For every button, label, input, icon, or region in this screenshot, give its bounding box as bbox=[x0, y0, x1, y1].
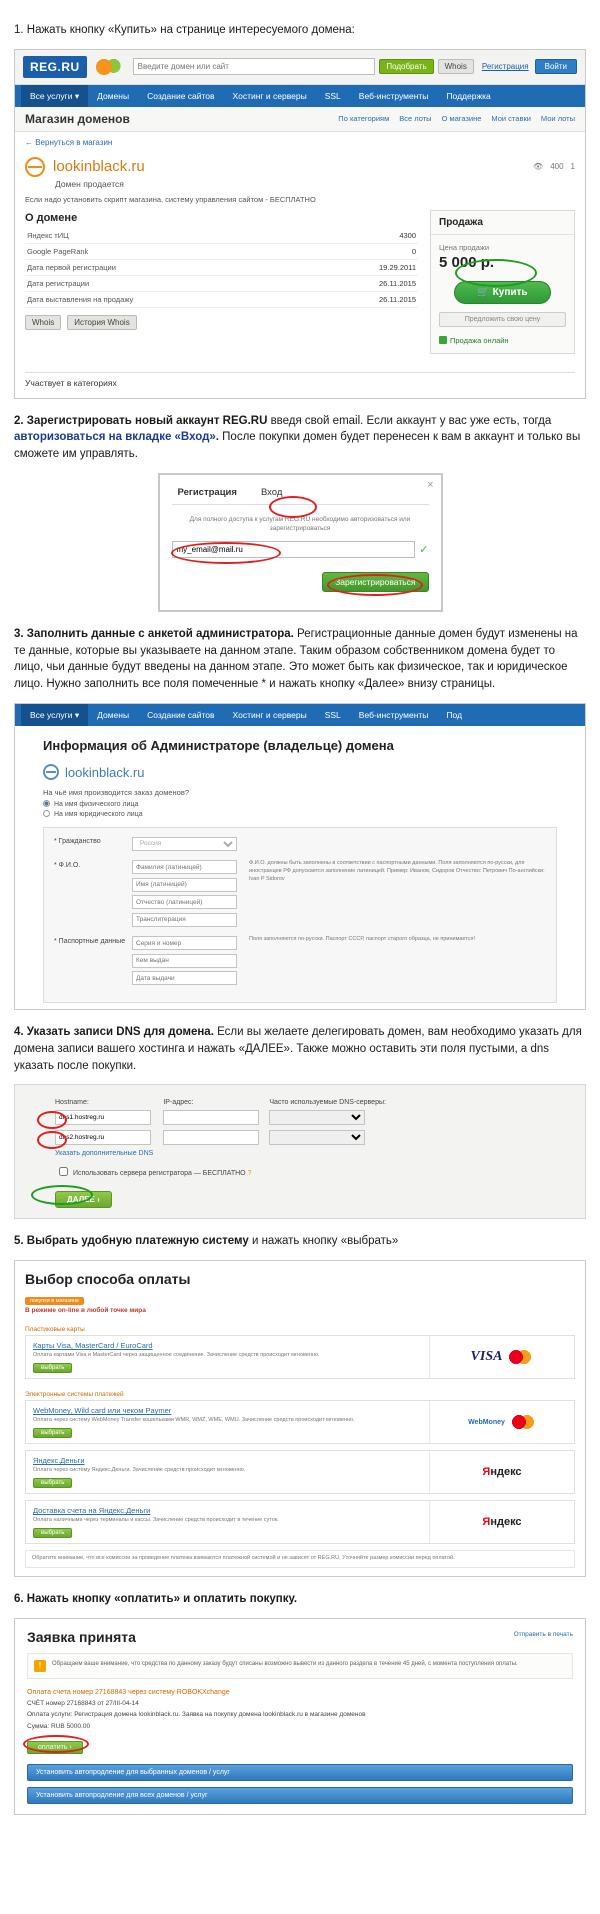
step-2-text bbox=[14, 413, 586, 463]
shop-link-about[interactable]: О магазине bbox=[441, 114, 482, 124]
firstname-field[interactable] bbox=[132, 878, 237, 892]
autopay-all-button[interactable]: Установить автопродление для всех доменов / услуг bbox=[27, 1787, 573, 1804]
close-icon[interactable]: × bbox=[427, 478, 434, 491]
payment-method-info bbox=[26, 1451, 429, 1493]
radio-icon bbox=[43, 800, 50, 807]
field-fio bbox=[54, 860, 546, 930]
payment-method-desc: Оплата наличными через терминалы и кассы. Зачисление средств происходит в течение суток. bbox=[33, 1517, 279, 1524]
nav-item-services[interactable]: Все услуги ▾ bbox=[21, 85, 88, 107]
field-label: * Гражданство bbox=[54, 838, 101, 846]
passport-issuer-field[interactable] bbox=[132, 954, 237, 968]
eye-icon: 👁 bbox=[533, 162, 544, 172]
radio-icon bbox=[43, 810, 50, 817]
ns1-ip-input[interactable] bbox=[163, 1110, 259, 1125]
payment-method-row bbox=[25, 1500, 575, 1544]
registrar-dns-label: Использовать сервера регистратора — БЕСПЛАТНО bbox=[72, 1170, 246, 1178]
domain-body bbox=[15, 210, 585, 364]
add-more-dns-link[interactable]: Указать дополнительные DNS bbox=[55, 1150, 154, 1158]
ns2-common-select[interactable] bbox=[269, 1130, 365, 1145]
order-warning-text: Обращаем ваше внимание, что средства по данному заказу будут списаны возможно вывести из данного раздела в течение 45 дней, с момента поступления оплаты. bbox=[52, 1660, 518, 1667]
modal-actions bbox=[172, 572, 429, 592]
ns2-host-input[interactable] bbox=[55, 1130, 151, 1145]
webmoney-icon: WebMoney bbox=[468, 1418, 505, 1426]
passport-number-field[interactable] bbox=[132, 936, 237, 950]
payment-badges bbox=[15, 1293, 585, 1320]
translit-field[interactable] bbox=[132, 913, 237, 927]
table-row bbox=[25, 275, 418, 291]
shop-link-my-bids[interactable]: Мои ставки bbox=[491, 114, 531, 124]
select-payment-button[interactable]: выбрать bbox=[33, 1478, 72, 1488]
select-payment-button[interactable]: выбрать bbox=[33, 1428, 72, 1438]
order-line: Сумма: RUB 5000.00 bbox=[27, 1723, 91, 1731]
payment-method-desc: Оплата картами Visa и MasterCard через защищенное соединение. Зачисление средств происходит мгновенно. bbox=[33, 1352, 320, 1359]
info-key: Дата первой регистрации bbox=[25, 259, 311, 275]
step-3-bold: 3. Заполнить данные с анкетой администратора. bbox=[14, 627, 294, 640]
modal-tabs bbox=[172, 485, 429, 505]
login-button[interactable]: Войти bbox=[535, 59, 577, 74]
payment-footer-note: Обратите внимание, что все комиссии за проведение платежа взимаются платежной системой и не зависят от REG.RU. Уточняйте размер комиссии перед оплатой. bbox=[25, 1550, 575, 1568]
payment-section-emoney: Электронные системы платежей bbox=[25, 1391, 124, 1399]
nav-item-webtools[interactable]: Веб-инструменты bbox=[358, 90, 429, 101]
field-passport bbox=[54, 936, 546, 989]
step-2-bold-c: авторизоваться на вкладке «Вход». bbox=[14, 431, 219, 444]
step-4-text bbox=[14, 1024, 586, 1074]
shop-link-categories[interactable]: По категориям bbox=[338, 114, 390, 124]
form-title: Информация об Администраторе (владельце) домена bbox=[43, 737, 394, 753]
field-control bbox=[132, 936, 237, 989]
globe-icon bbox=[25, 157, 45, 177]
info-value: 19.29.2011 bbox=[311, 259, 418, 275]
sale-panel bbox=[430, 210, 575, 354]
regru-header bbox=[15, 50, 585, 85]
admin-fieldset bbox=[43, 827, 557, 1003]
email-field[interactable] bbox=[172, 541, 416, 558]
categories-title: Участвует в категориях bbox=[25, 372, 575, 388]
ns2-ip-input[interactable] bbox=[163, 1130, 259, 1145]
payment-method-title[interactable]: Карты Visa, MasterCard / EuroCard bbox=[33, 1341, 153, 1351]
yandex-money-icon: Яндекс bbox=[482, 1516, 522, 1529]
shop-title: Магазин доменов bbox=[25, 111, 130, 126]
whois-buttons bbox=[25, 315, 418, 330]
table-row bbox=[25, 259, 418, 275]
step-4-bold: 4. Указать записи DNS для домена. bbox=[14, 1026, 214, 1039]
dns-common-column bbox=[269, 1099, 386, 1157]
sale-panel-body bbox=[431, 235, 574, 353]
dns-settings-screenshot bbox=[14, 1084, 586, 1219]
nav-item-hosting[interactable]: Хостинг и серверы bbox=[232, 709, 307, 720]
payment-method-logos bbox=[429, 1451, 574, 1493]
table-row bbox=[25, 228, 418, 244]
info-value: 26.11.2015 bbox=[311, 275, 418, 291]
form-question: На чьё имя производится заказ доменов? bbox=[43, 788, 189, 798]
price-value: 5 000 р. bbox=[439, 253, 495, 271]
domain-stats bbox=[533, 162, 575, 171]
views-count: 400 bbox=[550, 162, 564, 172]
dns-common-header: Часто используемые DNS-серверы: bbox=[269, 1099, 386, 1107]
globe-icon bbox=[43, 764, 59, 780]
check-icon: ✓ bbox=[419, 543, 429, 556]
online-badge: В режиме on-line в любой точке мира bbox=[25, 1307, 146, 1315]
info-key: Дата выставления на продажу bbox=[25, 291, 311, 307]
info-key: Яндекс тИЦ bbox=[25, 228, 311, 244]
field-label: * Ф.И.О. bbox=[54, 861, 81, 869]
tab-login[interactable]: Вход bbox=[260, 486, 283, 498]
step-5-plain: и нажать кнопку «выбрать» bbox=[248, 1235, 399, 1248]
sale-panel-title: Продажа bbox=[431, 211, 574, 235]
payment-title: Выбор способа оплаты bbox=[25, 1271, 191, 1288]
admin-form-screenshot bbox=[14, 703, 586, 1011]
table-row bbox=[25, 243, 418, 259]
step-6-bold: 6. Нажать кнопку «оплатить» и оплатить покупку. bbox=[14, 1592, 298, 1605]
registrar-dns-checkbox-row[interactable] bbox=[55, 1164, 569, 1179]
dns-ip-column bbox=[163, 1099, 259, 1157]
field-label: * Паспортные данные bbox=[54, 937, 126, 945]
next-button[interactable]: ДАЛЕЕ › bbox=[55, 1191, 112, 1208]
bids-count: 1 bbox=[570, 162, 575, 172]
dns-grid bbox=[55, 1099, 569, 1157]
shop-bar bbox=[15, 107, 585, 132]
step-4-plain: Если вы желаете делегировать домен, вам необходимо указать для домена записи вашего хостинга и нажать «ДАЛЕЕ». Также можно оставить эти поля пустыми, а dns указать после покупки. bbox=[14, 1026, 582, 1072]
field-control bbox=[132, 836, 237, 854]
payment-method-title[interactable]: WebMoney, Wild card или чеком Paymer bbox=[33, 1406, 172, 1416]
regru-logo: REG.RU bbox=[23, 56, 87, 78]
select-payment-button[interactable]: выбрать bbox=[33, 1528, 72, 1538]
search-submit-button[interactable]: Подобрать bbox=[379, 59, 433, 74]
registrar-dns-checkbox[interactable] bbox=[59, 1167, 68, 1176]
whois-button[interactable]: Whois bbox=[438, 59, 474, 74]
radio-person[interactable] bbox=[15, 799, 585, 809]
order-line: СЧЁТ номер 27168843 от 27/III-04-14 bbox=[27, 1699, 139, 1707]
payment-method-info bbox=[26, 1336, 429, 1378]
main-nav-2 bbox=[15, 704, 585, 726]
nav-item-hosting[interactable]: Хостинг и серверы bbox=[232, 90, 307, 101]
step-5-bold: 5. Выбрать удобную платежную систему bbox=[14, 1235, 249, 1248]
middlename-field[interactable] bbox=[132, 895, 237, 909]
domain-status: Домен продается bbox=[55, 178, 124, 189]
pay-button[interactable]: оплатить › bbox=[27, 1741, 83, 1754]
buy-button[interactable] bbox=[454, 281, 550, 304]
info-key: Google PageRank bbox=[25, 243, 311, 259]
buy-button-label: Купить bbox=[492, 286, 528, 298]
ns1-host-input[interactable] bbox=[55, 1110, 151, 1125]
about-title: О домене bbox=[25, 211, 78, 224]
table-row bbox=[25, 291, 418, 307]
radio-company-label: На имя юридического лица bbox=[54, 811, 143, 819]
citizenship-select[interactable] bbox=[132, 837, 237, 851]
info-key: Дата регистрации bbox=[25, 275, 311, 291]
register-submit-button[interactable]: Зарегистрироваться bbox=[322, 572, 428, 592]
domain-header bbox=[15, 153, 585, 177]
passport-date-field[interactable] bbox=[132, 971, 237, 985]
select-payment-button[interactable]: выбрать bbox=[33, 1363, 72, 1373]
step-2-bold-a: 2. Зарегистрировать новый аккаунт REG.RU bbox=[14, 414, 268, 427]
domain-search-input[interactable] bbox=[133, 58, 376, 75]
step-3-plain: Регистрационные данные домен будут изменены на те данные, которые вы указываете на данном этапе. Таким образом собственником домена будет то лицо, чьи данные будут введены на данном этапе. Это может быть как физическое, так и юридическое лицо. Нужно заполнить все поля помеченные * и нажать кнопку «Далее» внизу страницы. bbox=[14, 627, 578, 690]
payment-method-row bbox=[25, 1400, 575, 1444]
payment-method-row bbox=[25, 1335, 575, 1379]
tab-registration[interactable]: Регистрация bbox=[177, 486, 237, 498]
nav-item-webtools[interactable]: Веб-инструменты bbox=[358, 709, 429, 720]
registration-modal-screenshot bbox=[158, 473, 443, 612]
domain-description: Если надо установить скрипт магазина, систему управления сайтом - БЕСПЛАТНО bbox=[25, 194, 316, 204]
whois-button-2[interactable]: Whois bbox=[25, 315, 61, 330]
domain-name: lookinblack.ru bbox=[53, 158, 145, 176]
cart-icon: 🛒 bbox=[477, 286, 490, 298]
domain-search-bar bbox=[133, 58, 474, 75]
radio-company[interactable] bbox=[15, 809, 585, 819]
auth-area bbox=[482, 59, 577, 74]
mastercard-icon bbox=[507, 1349, 533, 1365]
nav-item-ssl[interactable]: SSL bbox=[324, 90, 341, 101]
help-icon[interactable]: ? bbox=[247, 1170, 252, 1178]
nav-item-services[interactable]: Все услуги ▾ bbox=[21, 704, 88, 726]
payment-method-title[interactable]: Доставка счета на Яндекс.Деньги bbox=[33, 1506, 151, 1516]
payment-section-cards: Пластиковые карты bbox=[25, 1326, 85, 1334]
radio-person-label: На имя физического лица bbox=[54, 801, 139, 809]
payment-method-info bbox=[26, 1401, 429, 1443]
nav-item-domains[interactable]: Домены bbox=[97, 709, 130, 720]
order-title: Заявка принята bbox=[27, 1628, 136, 1645]
payment-method-desc: Оплата через систему WebMoney Transfer кошельками WMR, WMZ, WME, WMU. Зачисление средств происходит мгновенно. bbox=[33, 1417, 355, 1424]
email-row bbox=[172, 541, 429, 558]
dns-ip-header: IP-адрес: bbox=[163, 1099, 194, 1107]
payment-method-row bbox=[25, 1450, 575, 1494]
sale-column bbox=[430, 210, 575, 354]
step-1-text: 1. Нажать кнопку «Купить» на странице интересуемого домена: bbox=[14, 24, 355, 36]
online-sale-status bbox=[439, 336, 566, 345]
registration-modal bbox=[159, 474, 442, 611]
info-value: 26.11.2015 bbox=[311, 291, 418, 307]
modal-note: Для полного доступа к услугам REG.RU необходимо авторизоваться или зарегистрироваться bbox=[189, 515, 411, 532]
order-section-title: Оплата счета номер 27168843 через систему ROBOKXchange bbox=[27, 1688, 230, 1696]
payment-method-desc: Оплата через систему Яндекс.Деньги. Зачисление средств происходит мгновенно. bbox=[33, 1467, 246, 1474]
nav-item-sites[interactable]: Создание сайтов bbox=[147, 709, 215, 720]
mascot-icon bbox=[95, 56, 125, 78]
order-line: Оплата услуги: Регистрация домена lookinblack.ru. Заявка на покупку домена lookinblack.ru в магазине доменов bbox=[27, 1711, 366, 1719]
payment-selection-screenshot bbox=[14, 1260, 586, 1577]
step-2-plain-b: введя свой email. Если аккаунт у вас уже есть, тогда bbox=[267, 414, 552, 427]
payment-method-title[interactable]: Яндекс.Деньги bbox=[33, 1456, 85, 1466]
back-to-shop-link[interactable]: ← Вернуться в магазин bbox=[25, 137, 113, 147]
step-2-plain-d: После покупки домен будет перенесен к вам в аккаунт и только вы сможете им управлять. bbox=[14, 431, 581, 461]
domain-info-column bbox=[25, 210, 418, 354]
field-help: Поля заполняются по-русски. Паспорт СССР, паспорт старого образца, не принимается! bbox=[249, 935, 476, 942]
form-domain-name: lookinblack.ru bbox=[65, 764, 145, 780]
order-accepted-screenshot bbox=[14, 1618, 586, 1815]
step-3-text bbox=[14, 626, 586, 693]
autopay-selected-button[interactable]: Установить автопродление для выбранных доменов / услуг bbox=[27, 1764, 573, 1781]
dns-host-header: Hostname: bbox=[55, 1099, 89, 1107]
ns1-common-select[interactable] bbox=[269, 1110, 365, 1125]
payment-method-info bbox=[26, 1501, 429, 1543]
payment-method-logos bbox=[429, 1401, 574, 1443]
shop-link-my-lots[interactable]: Мои лоты bbox=[540, 114, 575, 124]
print-link[interactable]: Отправить в печать bbox=[513, 1630, 573, 1638]
warning-icon: ! bbox=[34, 1660, 46, 1672]
order-warning bbox=[27, 1653, 573, 1679]
nav-item-domains[interactable]: Домены bbox=[97, 90, 130, 101]
online-sale-label: Продажа онлайн bbox=[450, 335, 509, 345]
domain-info-table bbox=[25, 228, 418, 308]
form-domain-row bbox=[15, 754, 585, 784]
check-icon bbox=[439, 336, 447, 344]
nav-item-ssl[interactable]: SSL bbox=[324, 709, 341, 720]
payment-method-logos bbox=[429, 1501, 574, 1543]
payment-method-logos bbox=[429, 1336, 574, 1378]
main-nav bbox=[15, 85, 585, 107]
price-label: Цена продажи bbox=[439, 242, 490, 252]
shop-badge: покупки в магазине bbox=[25, 1297, 84, 1305]
paymer-icon bbox=[510, 1414, 536, 1430]
make-offer-button[interactable]: Предложить свою цену bbox=[439, 312, 566, 327]
step-6-text bbox=[14, 1591, 586, 1608]
yandex-money-icon: Яндекс bbox=[482, 1466, 522, 1479]
info-value: 4300 bbox=[311, 228, 418, 244]
nav-item-support[interactable]: Под bbox=[446, 709, 463, 720]
step-5-text bbox=[14, 1233, 586, 1250]
lastname-field[interactable] bbox=[132, 860, 237, 874]
field-help: Ф.И.О. должны быть заполнены в соответствии с паспортными данными. Поля заполняются по-русски, для иностранцев РФ допускается заполнение латиницей. Пример: Иванов, Сидоров Отчество: Петрович По-английски: Ivan P Sidorov bbox=[249, 859, 545, 882]
shop-link-all-lots[interactable]: Все лоты bbox=[399, 114, 432, 124]
info-value: 0 bbox=[311, 243, 418, 259]
register-link[interactable]: Регистрация bbox=[481, 62, 529, 72]
field-control bbox=[132, 860, 237, 930]
nav-item-support[interactable]: Поддержка bbox=[446, 90, 491, 101]
regru-domain-page-screenshot bbox=[14, 49, 586, 399]
dns-host-column bbox=[55, 1099, 153, 1157]
whois-history-button[interactable]: История Whois bbox=[67, 315, 136, 330]
nav-item-sites[interactable]: Создание сайтов bbox=[147, 90, 215, 101]
field-citizenship bbox=[54, 836, 546, 854]
visa-icon: VISA bbox=[470, 1349, 503, 1365]
